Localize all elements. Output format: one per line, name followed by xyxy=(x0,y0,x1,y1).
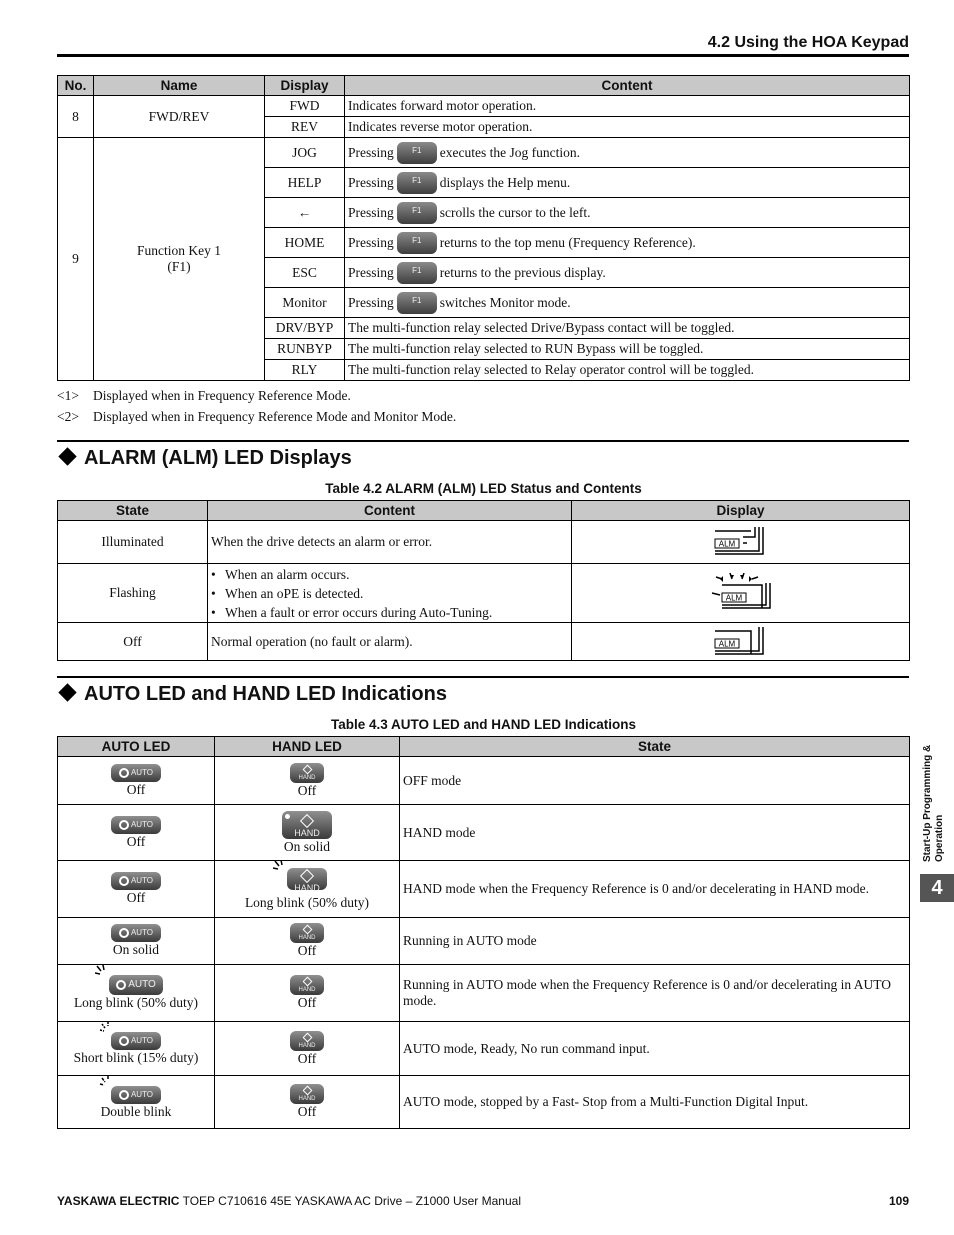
content-cell: The multi-function relay selected to RUN Bypass will be toggled. xyxy=(345,339,910,360)
f1-key-icon: F1 xyxy=(397,292,437,314)
alm-led-illuminated-icon xyxy=(572,521,910,564)
hand-led-cell: HAND Off xyxy=(215,1022,400,1076)
hand-button-icon: HAND xyxy=(290,923,324,943)
svg-text:ALM: ALM xyxy=(725,593,742,603)
state-cell: HAND mode xyxy=(400,805,910,861)
col-header-display: Display xyxy=(572,501,910,521)
content-cell: Normal operation (no fault or alarm). xyxy=(208,623,572,661)
blink-rays-icon xyxy=(111,1031,161,1050)
state-cell: Running in AUTO mode xyxy=(400,918,910,965)
diamond-bullet-icon xyxy=(58,683,76,701)
row-no: 8 xyxy=(58,96,94,138)
f1-key-icon: F1 xyxy=(397,262,437,284)
hand-button-icon: HAND xyxy=(287,868,327,890)
f1-key-icon: F1 xyxy=(397,202,437,224)
content-cell: Indicates reverse motor operation. xyxy=(345,117,910,138)
blink-rays-icon xyxy=(109,975,163,995)
auto-led-cell: AUTO Off xyxy=(58,805,215,861)
auto-led-cell: AUTO Off xyxy=(58,757,215,805)
content-cell: The multi-function relay selected to Relay operator control will be toggled. xyxy=(345,360,910,381)
state-cell: Off xyxy=(58,623,208,661)
table-notes xyxy=(57,388,456,430)
blink-rays-icon xyxy=(287,868,327,895)
auto-button-icon: AUTO xyxy=(111,924,161,942)
diamond-bullet-icon xyxy=(58,447,76,465)
hand-button-icon: HAND xyxy=(290,1031,324,1051)
auto-led-cell: AUTO Short blink (15% duty) xyxy=(58,1022,215,1076)
header-rule xyxy=(57,54,909,57)
col-header-state: State xyxy=(58,501,208,521)
bullet-item: • When an oPE is detected. xyxy=(211,584,568,603)
col-header-auto-led: AUTO LED xyxy=(58,737,215,757)
state-cell: Running in AUTO mode when the Frequency Reference is 0 and/or decelerating in AUTO mode. xyxy=(400,965,910,1022)
content-cell: The multi-function relay selected Drive/Bypass contact will be toggled. xyxy=(345,318,910,339)
hand-led-cell: HAND Off xyxy=(215,965,400,1022)
auto-hand-led-table xyxy=(57,736,910,1129)
content-cell: Pressing F1 executes the Jog function. xyxy=(345,138,910,168)
section-rule xyxy=(57,676,909,678)
display-cell: RUNBYP xyxy=(265,339,345,360)
auto-led-cell: AUTO Off xyxy=(58,861,215,918)
state-cell: AUTO mode, Ready, No run command input. xyxy=(400,1022,910,1076)
f1-key-icon: F1 xyxy=(397,142,437,164)
hand-button-lit-icon: HAND xyxy=(282,811,332,839)
col-header-content: Content xyxy=(345,76,910,96)
hand-led-cell: HAND Off xyxy=(215,757,400,805)
hand-button-icon: HAND xyxy=(290,1084,324,1104)
f1-key-icon: F1 xyxy=(397,232,437,254)
row-name: Function Key 1 (F1) xyxy=(94,138,265,381)
row-name: FWD/REV xyxy=(94,96,265,138)
table-caption: Table 4.3 AUTO LED and HAND LED Indications xyxy=(330,717,637,732)
bullet-item: • When a fault or error occurs during Auto-Tuning. xyxy=(211,603,568,622)
display-cell: ← xyxy=(265,198,345,228)
col-header-display: Display xyxy=(265,76,345,96)
alm-led-flashing-icon xyxy=(572,564,910,623)
alm-led-off-icon xyxy=(572,623,910,661)
display-cell: Monitor xyxy=(265,288,345,318)
content-cell: Pressing F1 displays the Help menu. xyxy=(345,168,910,198)
chapter-number-tab[interactable]: 4 xyxy=(920,874,954,902)
hand-button-icon: HAND xyxy=(290,763,324,783)
col-header-no: No. xyxy=(58,76,94,96)
display-cell: RLY xyxy=(265,360,345,381)
content-cell: Indicates forward motor operation. xyxy=(345,96,910,117)
page-number: 109 xyxy=(888,1194,909,1208)
auto-button-icon: AUTO xyxy=(111,872,161,890)
alarm-led-table xyxy=(57,500,910,661)
auto-button-icon: AUTO xyxy=(111,1086,161,1104)
state-cell: AUTO mode, stopped by a Fast- Stop from a Multi-Function Digital Input. xyxy=(400,1076,910,1129)
hand-led-cell: HAND Long blink (50% duty) xyxy=(215,861,400,918)
content-cell: Pressing F1 switches Monitor mode. xyxy=(345,288,910,318)
note: <1> Displayed when in Frequency Reference Mode. xyxy=(57,388,351,403)
section-title-auto-hand: AUTO LED and HAND LED Indications xyxy=(57,683,447,706)
col-header-hand-led: HAND LED xyxy=(215,737,400,757)
page-header-title: 4.2 Using the HOA Keypad xyxy=(707,34,909,51)
hand-led-cell: HAND Off xyxy=(215,1076,400,1129)
content-cell xyxy=(208,564,572,623)
display-cell: ESC xyxy=(265,258,345,288)
auto-button-icon: AUTO xyxy=(111,1032,161,1050)
auto-led-cell: AUTO Long blink (50% duty) xyxy=(58,965,215,1022)
svg-text:ALM: ALM xyxy=(718,539,735,549)
content-cell: When the drive detects an alarm or error. xyxy=(208,521,572,564)
hand-button-icon: HAND xyxy=(290,975,324,995)
auto-led-cell: AUTO On solid xyxy=(58,918,215,965)
f1-key-icon: F1 xyxy=(397,172,437,194)
state-cell: Flashing xyxy=(58,564,208,623)
hand-led-cell: HAND On solid xyxy=(215,805,400,861)
section-title-alarm: ALARM (ALM) LED Displays xyxy=(57,447,352,470)
svg-text:ALM: ALM xyxy=(718,639,735,648)
content-cell: Pressing F1 returns to the previous display. xyxy=(345,258,910,288)
table-caption: Table 4.2 ALARM (ALM) LED Status and Contents xyxy=(325,481,642,496)
auto-button-icon: AUTO xyxy=(111,764,161,782)
auto-button-icon: AUTO xyxy=(109,975,163,995)
display-cell: REV xyxy=(265,117,345,138)
page-footer: YASKAWA ELECTRIC TOEP C710616 45E YASKAWA AC Drive – Z1000 User Manual 109 xyxy=(57,1194,909,1208)
display-cell: JOG xyxy=(265,138,345,168)
section-rule xyxy=(57,440,909,442)
display-cell: DRV/BYP xyxy=(265,318,345,339)
note: <2> Displayed when in Frequency Reference Mode and Monitor Mode. xyxy=(57,409,457,424)
display-cell: HELP xyxy=(265,168,345,198)
col-header-name: Name xyxy=(94,76,265,96)
auto-led-cell: AUTO Double blink xyxy=(58,1076,215,1129)
state-cell: HAND mode when the Frequency Reference is 0 and/or decelerating in HAND mode. xyxy=(400,861,910,918)
state-cell: Illuminated xyxy=(58,521,208,564)
content-cell: Pressing F1 returns to the top menu (Frequency Reference). xyxy=(345,228,910,258)
display-cell: HOME xyxy=(265,228,345,258)
state-cell: OFF mode xyxy=(400,757,910,805)
auto-button-icon: AUTO xyxy=(111,816,161,834)
row-no: 9 xyxy=(58,138,94,381)
display-cell: FWD xyxy=(265,96,345,117)
col-header-content: Content xyxy=(208,501,572,521)
hand-led-cell: HAND Off xyxy=(215,918,400,965)
keypad-functions-table xyxy=(57,75,910,381)
col-header-state: State xyxy=(400,737,910,757)
chapter-side-tab[interactable]: Start-Up Programming & Operation xyxy=(922,744,945,862)
content-cell: Pressing F1 scrolls the cursor to the left. xyxy=(345,198,910,228)
blink-rays-icon xyxy=(111,1085,161,1104)
bullet-item: • When an alarm occurs. xyxy=(211,565,568,584)
